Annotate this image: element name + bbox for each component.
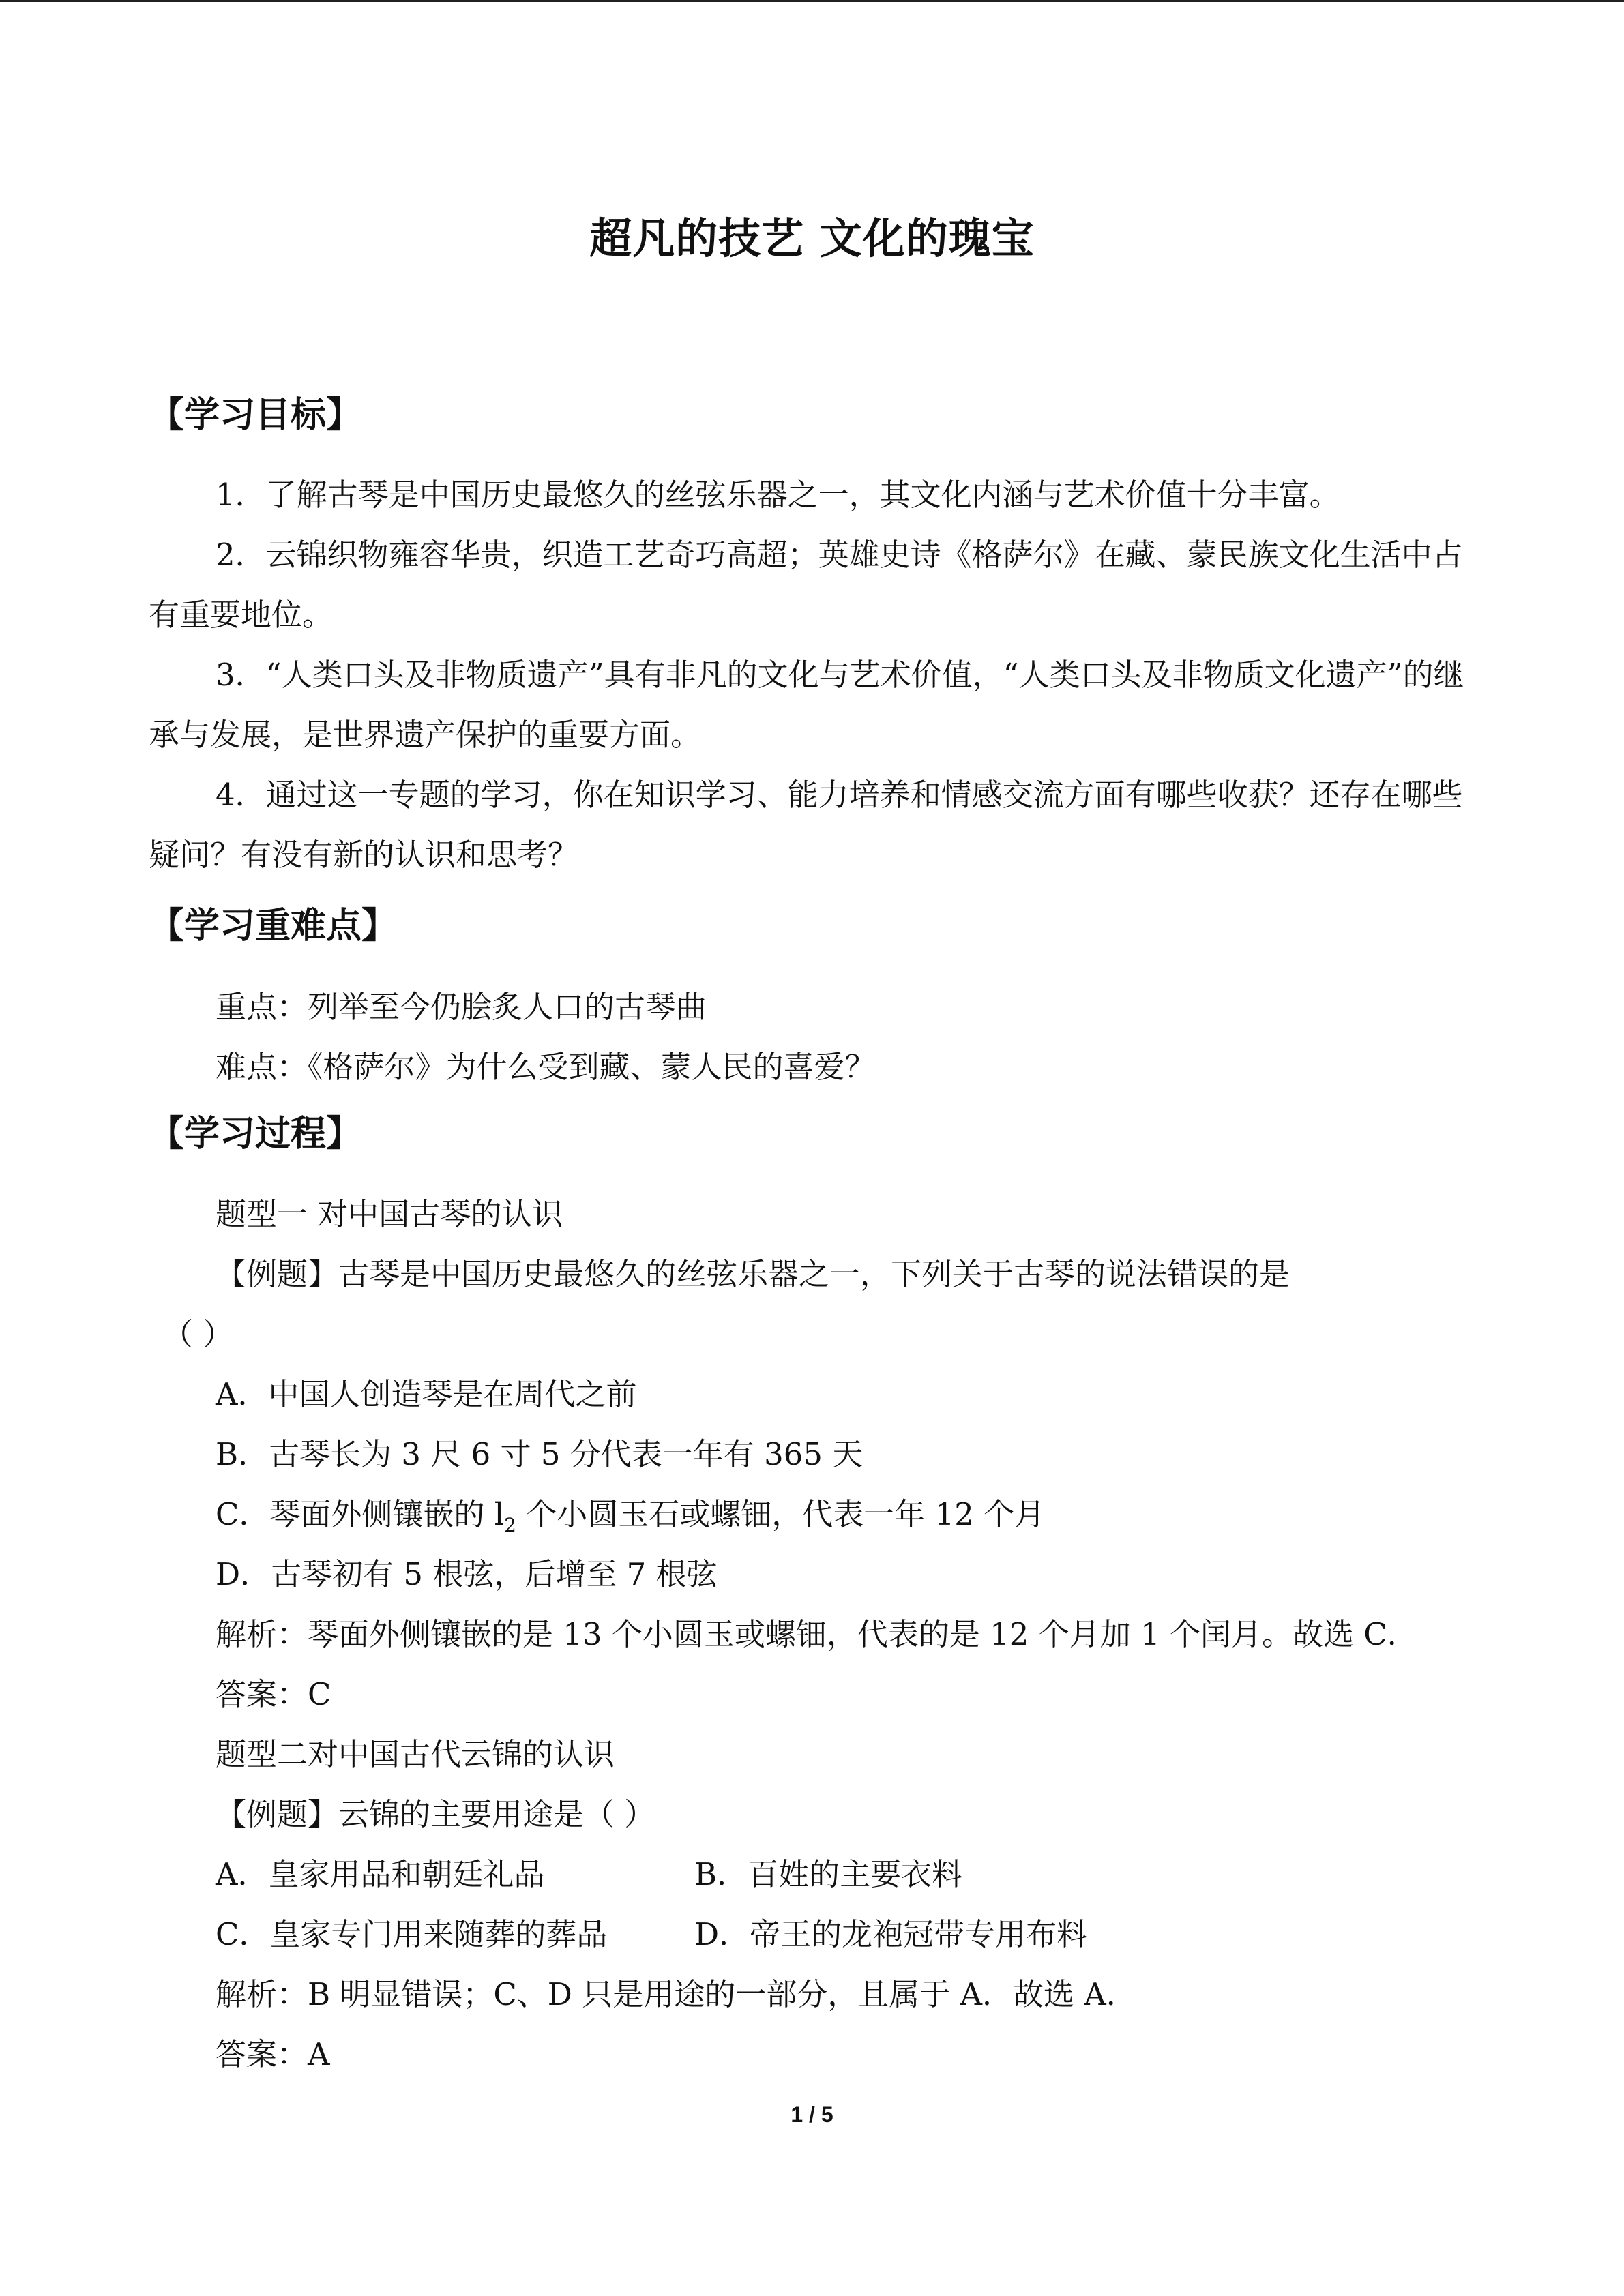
top-border-line (0, 0, 1624, 2)
question-1-blank: （ ） (162, 1316, 234, 1352)
question-2-option-b: B．百姓的主要衣料 (694, 1856, 963, 1892)
document-title: 超凡的技艺 文化的瑰宝 (589, 213, 1035, 263)
question-type-1: 题型一 对中国古琴的认识 (216, 1196, 563, 1232)
option-c-text-start: C．琴面外侧镶嵌的 l (216, 1496, 505, 1532)
question-1-analysis: 解析：琴面外侧镶嵌的是 13 个小圆玉或螺钿，代表的是 12 个月加 1 个闰月。故选 C． (216, 1616, 1418, 1652)
option-c-text-end: 个小圆玉石或螺钿，代表一年 12 个月 (516, 1496, 1046, 1532)
question-1-option-b: B．古琴长为 3 尺 6 寸 5 分代表一年有 365 天 (216, 1436, 863, 1472)
question-1-option-d: D．古琴初有 5 根弦，后增至 7 根弦 (216, 1556, 718, 1592)
page-number: 1 / 5 (791, 2102, 833, 2127)
question-2-option-a: A．皇家用品和朝廷礼品 (216, 1856, 545, 1892)
question-1-answer: 答案：C (216, 1676, 331, 1712)
heading-learning-process: 【学习过程】 (149, 1113, 362, 1154)
option-c-subscript: 2 (504, 1514, 516, 1536)
goal-item-2: 2．云锦织物雍容华贵，织造工艺奇巧高超；英雄史诗《格萨尔》在藏、蒙民族文化生活中占有重要地位。 (149, 537, 1463, 633)
heading-key-points: 【学习重难点】 (149, 905, 398, 946)
question-2-stem: 【例题】云锦的主要用途是（ ） (216, 1796, 655, 1832)
question-2-analysis: 解析：B 明显错误；C、D 只是用途的一部分，且属于 A．故选 A． (216, 1976, 1137, 2012)
question-1-option-c (216, 1489, 1045, 1536)
question-2-option-c: C．皇家专门用来随葬的葬品 (216, 1916, 608, 1952)
heading-learning-goals: 【学习目标】 (149, 394, 362, 436)
difficult-point: 难点：《格萨尔》为什么受到藏、蒙人民的喜爱？ (216, 1049, 876, 1085)
goal-item-4: 4．通过这一专题的学习，你在知识学习、能力培养和情感交流方面有哪些收获？还存在哪些疑问？有没有新的认识和思考？ (149, 777, 1463, 873)
question-2-answer: 答案：A (216, 2036, 330, 2072)
question-2-option-d: D．帝王的龙袍冠带专用布料 (694, 1916, 1088, 1952)
question-1-option-a: A．中国人创造琴是在周代之前 (216, 1376, 637, 1412)
goal-item-1: 1．了解古琴是中国历史最悠久的丝弦乐器之一，其文化内涵与艺术价值十分丰富。 (216, 477, 1340, 513)
question-type-2: 题型二对中国古代云锦的认识 (216, 1736, 615, 1772)
goal-item-3: 3．“人类口头及非物质遗产”具有非凡的文化与艺术价值，“人类口头及非物质文化遗产”的继承与发展，是世界遗产保护的重要方面。 (149, 657, 1464, 753)
question-1-stem: 【例题】古琴是中国历史最悠久的丝弦乐器之一，下列关于古琴的说法错误的是 (216, 1256, 1290, 1292)
key-point: 重点：列举至今仍脍炙人口的古琴曲 (216, 989, 707, 1025)
